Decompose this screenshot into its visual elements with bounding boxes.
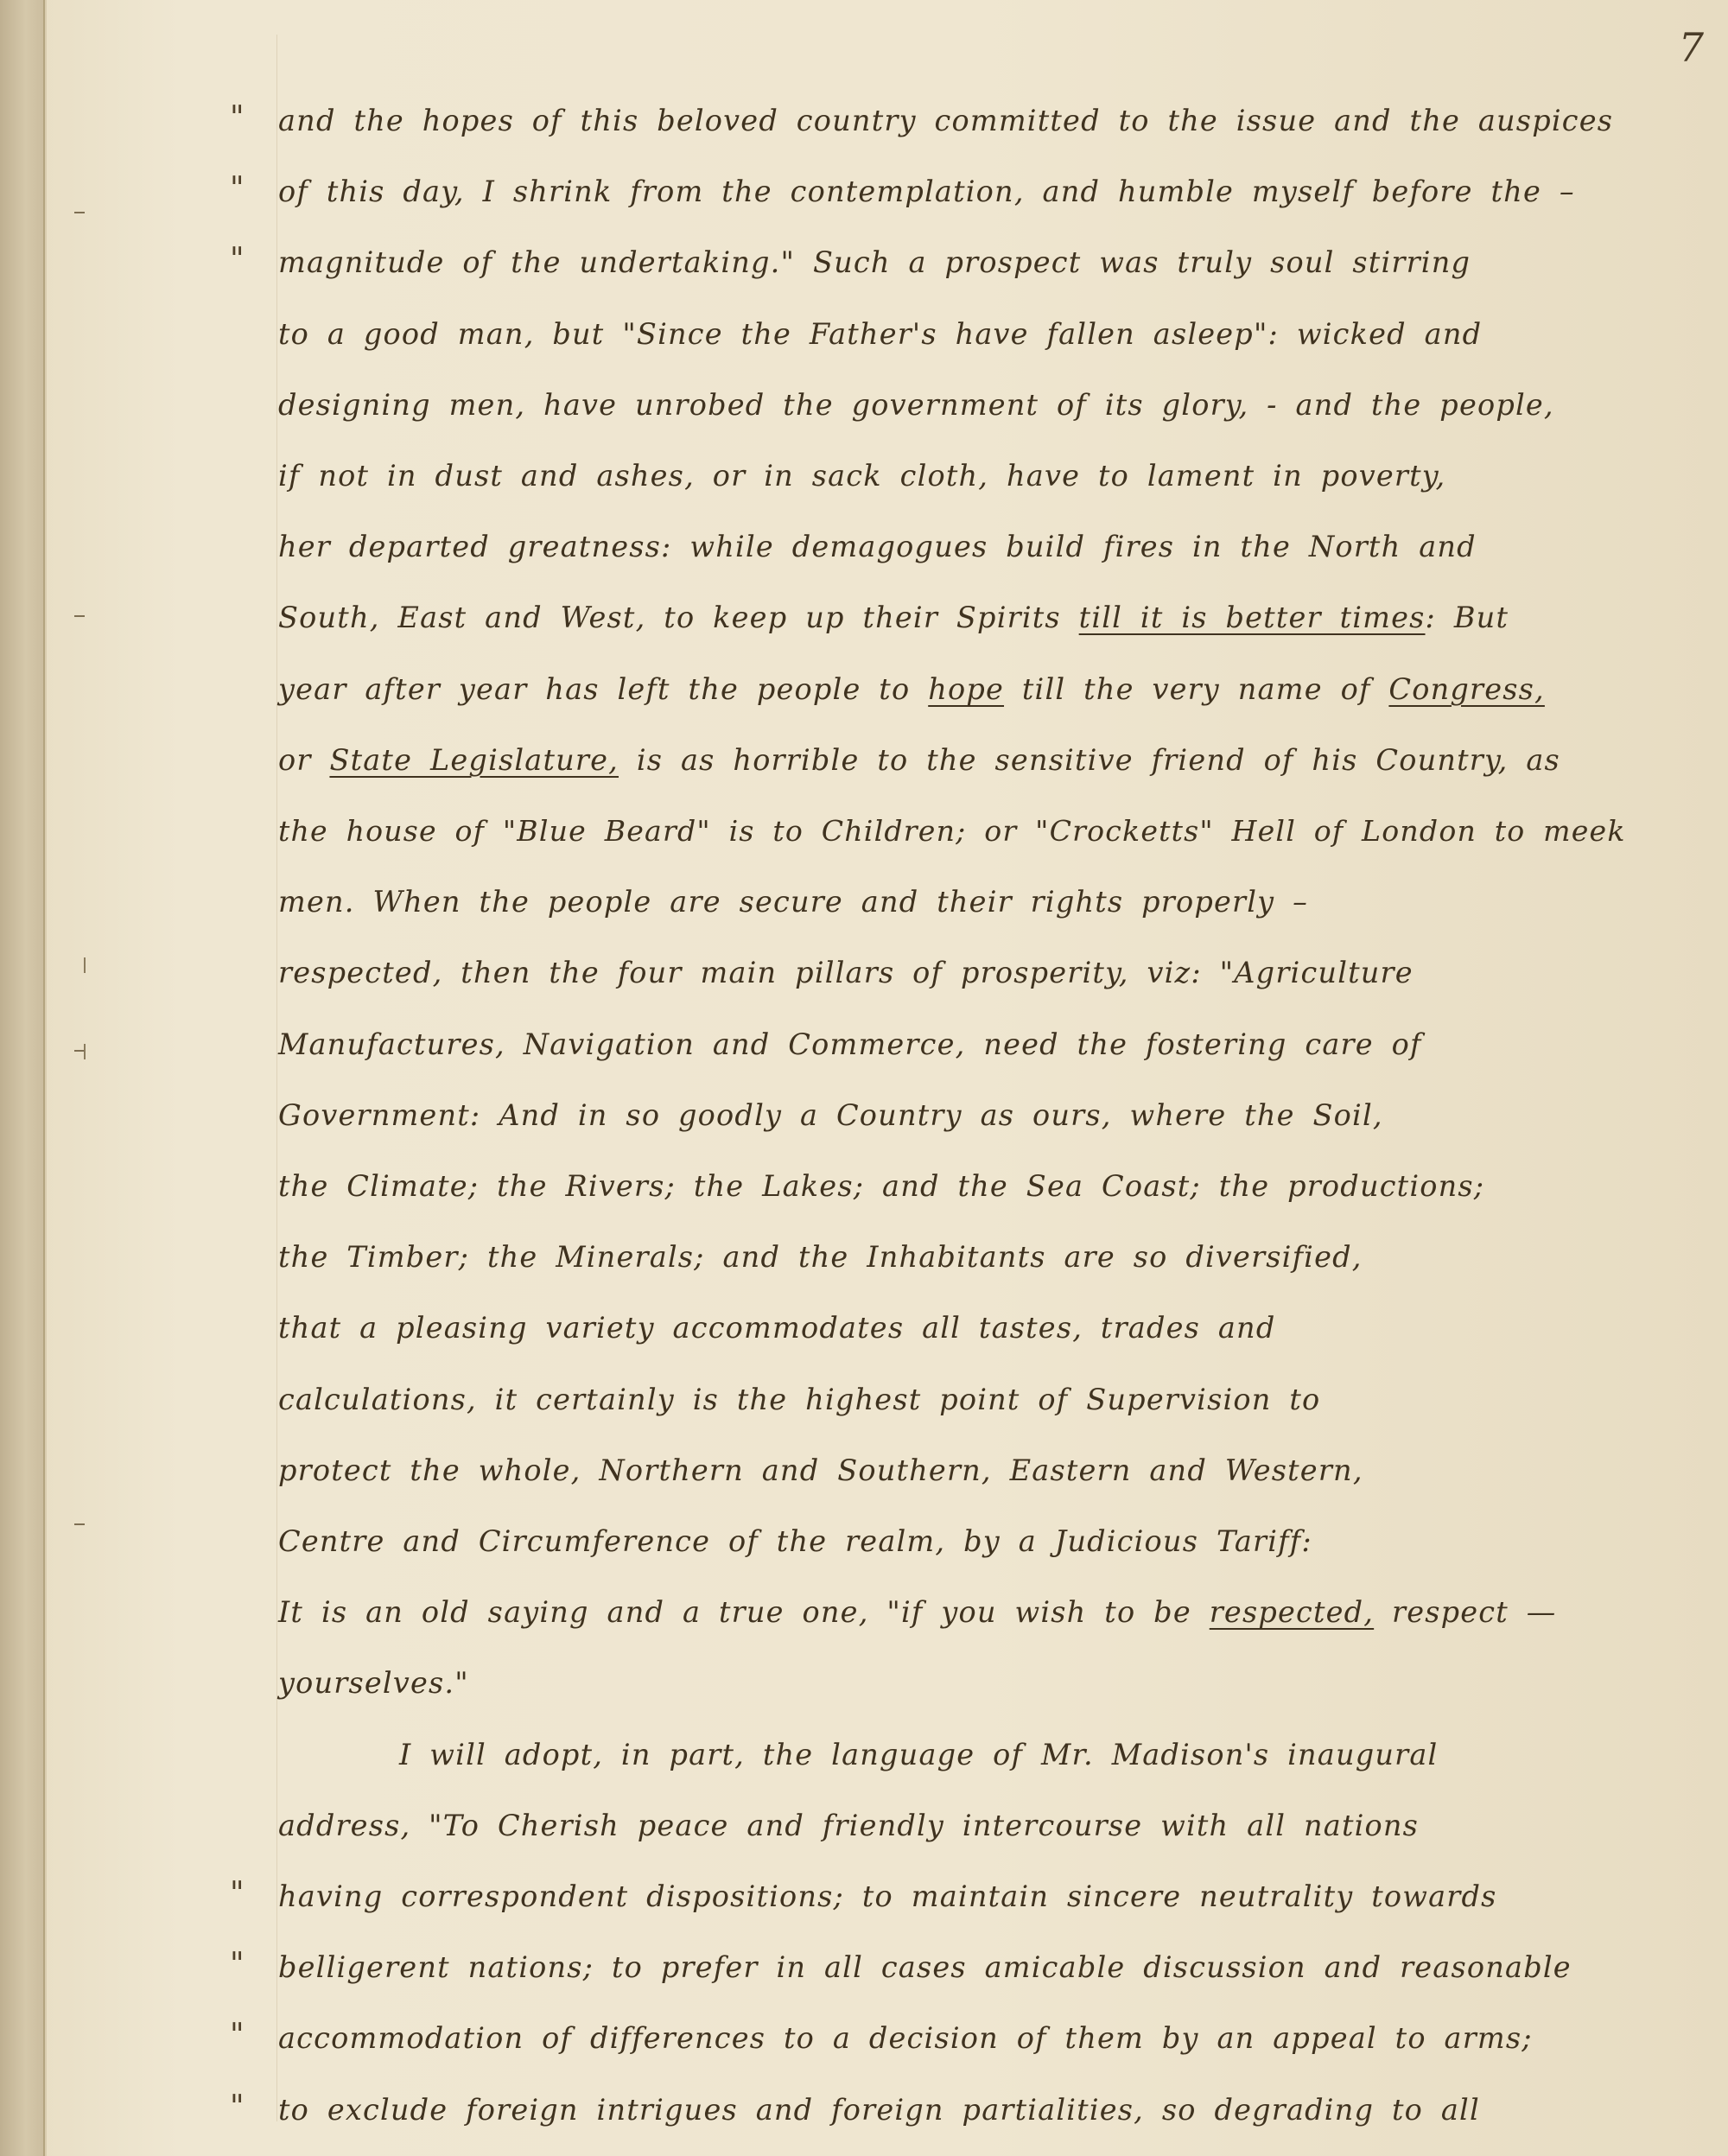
underlined-text: respected,: [1209, 1595, 1375, 1630]
line-text: Government: And in so goodly a Country as ours, where the Soil,: [278, 1097, 1383, 1132]
line-text: accommodation of differences to a decision of them by an appeal to arms;: [278, 2021, 1533, 2056]
text-segment: South, East and West, to keep up their Spirits: [278, 601, 1079, 635]
page-number: 7: [1678, 24, 1704, 71]
line-text: [278, 1587, 1624, 1638]
adjacent-page-edge: [0, 0, 45, 2156]
line-text: calculations, it certainly is the highest point of Supervision to: [278, 1382, 1321, 1416]
manuscript-line: [45, 166, 1728, 218]
manuscript-line: [45, 1516, 1728, 1568]
line-text: that a pleasing variety accommodates all tastes, trades and: [278, 1311, 1276, 1345]
quote-mark: ": [230, 2089, 245, 2125]
manuscript-line: [45, 1302, 1728, 1354]
manuscript-line: [45, 664, 1728, 715]
line-text: if not in dust and ashes, or in sack cloth, have to lament in poverty,: [278, 459, 1446, 493]
line-text: yourselves.": [278, 1666, 469, 1701]
line-text: her departed greatness: while demagogues build fires in the North and: [278, 530, 1477, 564]
manuscript-line: [45, 805, 1728, 857]
line-text: having correspondent dispositions; to maintain sincere neutrality towards: [278, 1879, 1497, 1913]
manuscript-line: [45, 237, 1728, 289]
manuscript-line: [45, 379, 1728, 431]
line-text: the Climate; the Rivers; the Lakes; and the Sea Coast; the productions;: [278, 1169, 1485, 1203]
manuscript-line: [45, 1871, 1728, 1923]
line-text: Centre and Circumference of the realm, by a Judicious Tariff:: [278, 1524, 1312, 1558]
manuscript-line: [45, 521, 1728, 573]
line-text: respected, then the four main pillars of prosperity, viz: "Agriculture: [278, 956, 1414, 990]
line-text: belligerent nations; to prefer in all cases amicable discussion and reasonable: [278, 1950, 1572, 1985]
line-text: designing men, have unrobed the government of its glory, - and the people,: [278, 387, 1554, 422]
manuscript-line: [45, 1019, 1728, 1071]
line-text: magnitude of the undertaking." Such a prospect was truly soul stirring: [278, 245, 1471, 280]
text-segment: is as horrible to the sensitive friend of his Country, as: [619, 742, 1560, 777]
quote-mark: ": [230, 171, 245, 207]
line-text: [278, 735, 1624, 786]
manuscript-line: [45, 2013, 1728, 2064]
line-text: to a good man, but "Since the Father's have fallen asleep": wicked and: [278, 316, 1483, 351]
manuscript-line: [45, 1374, 1728, 1426]
manuscript-line: [45, 1942, 1728, 1994]
manuscript-line: [45, 876, 1728, 928]
underlined-text: Congress,: [1388, 671, 1545, 706]
line-text: the house of "Blue Beard" is to Children; or "Crocketts" Hell of London to meek: [278, 814, 1626, 848]
text-segment: It is an old saying and a true one, "if you wish to be: [278, 1595, 1210, 1630]
manuscript-line: [45, 450, 1728, 502]
line-text: the Timber; the Minerals; and the Inhabitants are so diversified,: [278, 1240, 1363, 1275]
line-text: I will adopt, in part, the language of Mr. Madison's inaugural: [399, 1737, 1439, 1771]
manuscript-line: [45, 1657, 1728, 1709]
text-segment: or: [278, 742, 330, 777]
line-text: men. When the people are secure and their rights properly –: [278, 885, 1309, 919]
manuscript-line: [45, 1587, 1728, 1638]
manuscript-line: [45, 1161, 1728, 1212]
text-segment: till the very name of: [1004, 671, 1389, 706]
manuscript-line: [45, 1445, 1728, 1497]
line-text: of this day, I shrink from the contemplation, and humble myself before the –: [278, 175, 1575, 209]
underlined-text: hope: [928, 671, 1005, 706]
manuscript-line: [45, 2084, 1728, 2136]
text-segment: : But: [1425, 601, 1509, 635]
manuscript-line: [45, 947, 1728, 999]
quote-mark: ": [230, 2018, 245, 2054]
underlined-text: State Legislature,: [329, 742, 619, 777]
quote-mark: ": [230, 242, 245, 278]
manuscript-line: [45, 95, 1728, 147]
quote-mark: ": [230, 100, 245, 136]
text-segment: year after year has left the people to: [278, 671, 929, 706]
line-text: Manufactures, Navigation and Commerce, need the fostering care of: [278, 1027, 1422, 1061]
quote-mark: ": [230, 1947, 245, 1983]
underlined-text: till it is better times: [1078, 601, 1426, 635]
manuscript-line: [45, 1729, 1728, 1781]
line-text: [278, 664, 1624, 715]
manuscript-line: [45, 592, 1728, 644]
line-text: protect the whole, Northern and Southern, Eastern and Western,: [278, 1453, 1363, 1487]
manuscript-page: [45, 0, 1728, 2156]
line-text: address, "To Cherish peace and friendly intercourse with all nations: [278, 1808, 1420, 1842]
manuscript-line: [45, 308, 1728, 360]
manuscript-line: [45, 1231, 1728, 1283]
manuscript-line: [45, 735, 1728, 786]
text-segment: respect —: [1374, 1595, 1557, 1630]
line-text: to exclude foreign intrigues and foreign partialities, so degrading to all: [278, 2092, 1480, 2127]
quote-mark: ": [230, 1876, 245, 1911]
line-text: and the hopes of this beloved country committed to the issue and the auspices: [278, 104, 1614, 137]
line-text: [278, 592, 1624, 644]
manuscript-line: [45, 1800, 1728, 1852]
manuscript-line: [45, 1090, 1728, 1142]
